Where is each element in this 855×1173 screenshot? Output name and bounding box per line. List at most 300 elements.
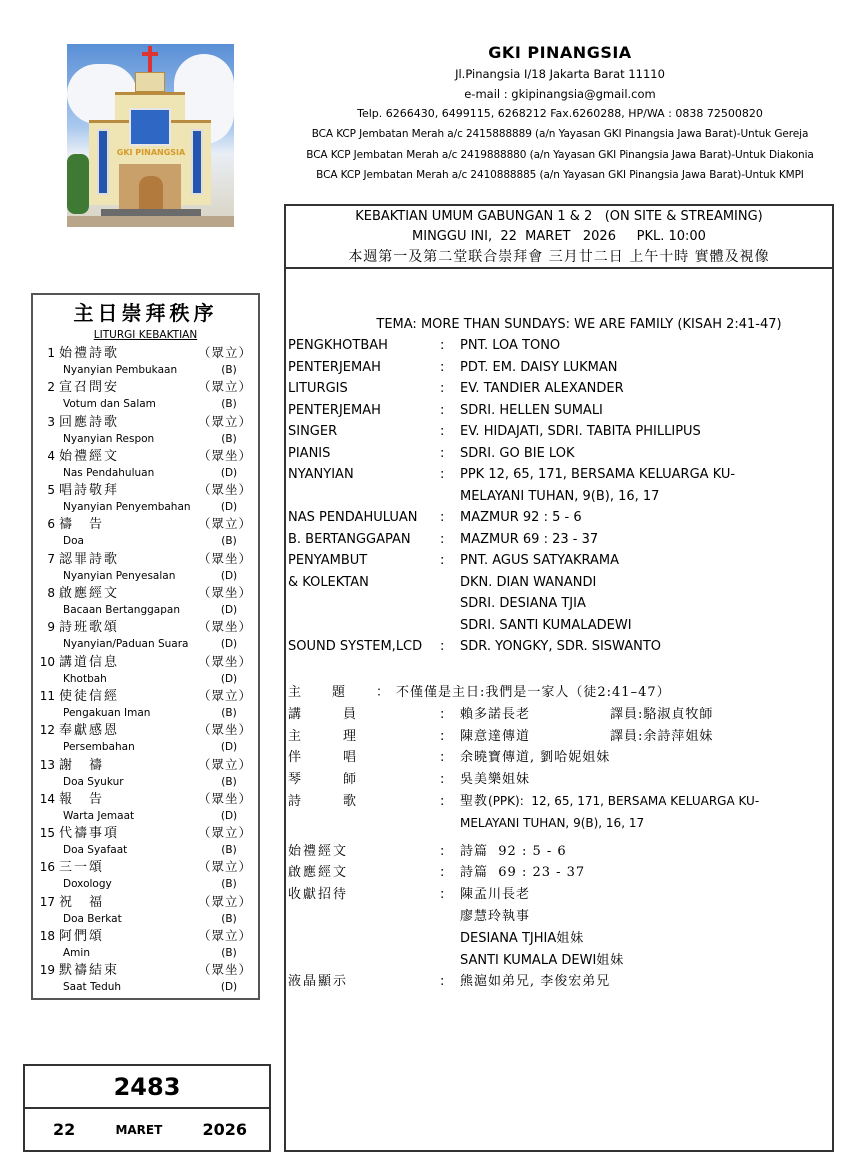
liturgy-item	[39, 447, 252, 481]
liturgy-item-zh-row	[39, 721, 252, 739]
zh-theme-value: 不僅僅是主日:我們是一家人（徒2:41–47）	[396, 685, 671, 700]
roster-role: B. BERTANGGAPAN	[288, 531, 411, 547]
label-char: 題	[332, 685, 346, 700]
tree	[67, 154, 89, 214]
zh-songs-row	[288, 791, 828, 813]
liturgy-item-number: 19	[39, 963, 55, 978]
liturgy-item-code: (D)	[220, 569, 238, 582]
zh-name: 吳美樂姐妹	[460, 772, 531, 788]
zh-label	[288, 747, 440, 769]
roster-row	[288, 636, 828, 658]
zh-label: 始禮經文	[288, 843, 349, 859]
door	[139, 176, 163, 209]
zh-roster-value	[460, 704, 828, 726]
liturgy-item-zh-row	[39, 790, 252, 808]
liturgy-item-number: 5	[47, 483, 55, 498]
zh-theme-label	[288, 682, 376, 704]
usher-name-zh: 姐妹	[596, 952, 625, 968]
colon: :	[440, 750, 445, 766]
zh-label	[288, 769, 440, 791]
bank-line: BCA KCP Jembatan Merah a/c 2415888889 (a/n Yayasan GKI Pinangsia Jawa Barat)-Untuk Gereja	[311, 128, 809, 140]
service-heading	[286, 206, 832, 269]
liturgy-item-id-row	[39, 774, 252, 790]
liturgy-item	[39, 721, 252, 755]
roster-row	[288, 507, 828, 529]
liturgy-item	[39, 550, 252, 584]
liturgy-item-id: Amin	[63, 947, 90, 960]
cross-icon	[148, 46, 152, 72]
service-title-zh: 本週第一及第二堂联合崇拜會 三月廿二日 上午十時 實體及視像	[348, 249, 770, 265]
usher-name-latin: SANTI KUMALA DEWI	[460, 952, 597, 968]
liturgy-item-id-row	[39, 568, 252, 584]
liturgy-item-id: Nyanyian Penyesalan	[63, 569, 176, 582]
roster-row	[288, 529, 828, 551]
liturgy-item-number: 6	[47, 517, 55, 532]
liturgy-item-code: (B)	[221, 912, 237, 925]
liturgy-item-posture: （眾坐）	[197, 585, 252, 601]
zh-label: 啟應經文	[288, 865, 349, 881]
liturgy-item-id: Doa Berkat	[63, 912, 122, 925]
liturgy-item-zh-row	[39, 515, 252, 533]
liturgy-item-zh: 始禮詩歌	[59, 346, 120, 361]
liturgy-item-posture: （眾立）	[197, 859, 252, 875]
liturgy-item-posture: （眾坐）	[197, 550, 252, 566]
liturgy-item-id: Nyanyian Pembukaan	[63, 364, 178, 376]
liturgy-item-zh-row	[39, 584, 252, 602]
zh-translator: 譯員:余詩萍姐妹	[610, 728, 714, 744]
liturgy-item-id-row	[39, 671, 252, 687]
liturgy-item-id: Persembahan	[63, 741, 135, 754]
liturgy-item-posture: （眾坐）	[197, 962, 252, 978]
zh-reading-value: 詩篇 69 : 23 - 37	[460, 865, 586, 881]
zh-roster-value	[460, 747, 828, 769]
songs-prefix: 聖教	[460, 793, 489, 809]
liturgy-item-code: (B)	[221, 364, 237, 376]
issue-number: 2483	[25, 1066, 269, 1109]
church-photo	[67, 44, 234, 227]
liturgy-item-id: Bacaan Bertanggapan	[63, 604, 180, 617]
liturgy-item-code: (B)	[221, 432, 237, 445]
liturgy-item-number: 17	[39, 894, 55, 909]
zh-reading-value: 陳孟川長老	[460, 887, 531, 903]
liturgy-item	[39, 927, 252, 961]
service-box	[284, 204, 834, 1152]
liturgy-item-code: (D)	[220, 501, 238, 514]
liturgy-item-code: (D)	[220, 604, 238, 617]
roster-name: SDRI. DESIANA TJIA	[460, 596, 586, 611]
liturgy-item-posture: （眾立）	[197, 413, 252, 429]
liturgy-item-zh-row	[39, 653, 252, 671]
org-name: GKI PINANGSIA	[488, 43, 632, 62]
colon: :	[440, 639, 445, 654]
zh-label: 收獻招待	[288, 887, 349, 903]
bank-line: BCA KCP Jembatan Merah a/c 2419888880 (a/n Yayasan GKI Pinangsia Jawa Barat)-Untuk Diakonia	[306, 148, 814, 161]
colon: :	[440, 887, 445, 903]
liturgy-item	[39, 653, 252, 687]
service-date: MINGGU INI, 22 MARET 2026 PKL. 10:00	[412, 229, 706, 244]
liturgy-item	[39, 687, 252, 721]
liturgy-item-zh-row	[39, 344, 252, 362]
colon: :	[440, 445, 445, 461]
liturgy-item-code: (B)	[221, 775, 237, 788]
roster-role: PENTERJEMAH	[288, 359, 381, 375]
liturgy-item-zh: 阿們頌	[59, 929, 105, 945]
liturgy-item-code: (B)	[221, 706, 237, 719]
liturgy-item-posture: （眾立）	[197, 345, 252, 360]
liturgy-item-id: Nyanyian Respon	[63, 432, 155, 445]
colon: :	[440, 381, 445, 396]
liturgy-item	[39, 515, 252, 549]
liturgy-item	[39, 893, 252, 927]
liturgy-item-zh-row	[39, 824, 252, 842]
phone: Telp. 6266430, 6499115, 6268212 Fax.6260288, HP/WA : 0838 72500820	[357, 107, 763, 120]
liturgy-item-code: (B)	[221, 398, 237, 411]
issue-day: 22	[53, 1120, 76, 1139]
liturgy-item-id: Votum dan Salam	[63, 398, 156, 411]
liturgy-item-zh-row	[39, 378, 252, 396]
zh-label	[288, 704, 440, 726]
liturgy-item-zh-row	[39, 961, 252, 979]
liturgy-item-id-row	[39, 499, 252, 515]
liturgy-item-zh-row	[39, 756, 252, 774]
liturgy-item-id-row	[39, 979, 252, 995]
zh-label	[288, 791, 440, 813]
side-window	[191, 129, 203, 195]
liturgy-item-number: 4	[47, 448, 55, 463]
roster-role	[288, 486, 440, 508]
liturgy-item-zh: 代禱事項	[59, 826, 120, 842]
liturgy-item-id: Nyanyian Penyembahan	[63, 501, 191, 514]
zh-reading-row	[288, 841, 828, 863]
issue-box	[23, 1064, 271, 1152]
roster-row	[288, 615, 828, 637]
liturgy-item-id-row	[39, 842, 252, 858]
colon	[440, 593, 460, 615]
roster-name: PDT. EM. DAISY LUKMAN	[460, 359, 618, 375]
label-char: 琴	[288, 772, 302, 788]
liturgy-item-id-row	[39, 876, 252, 892]
zh-roster-row	[288, 769, 828, 791]
roster-row	[288, 572, 828, 594]
label-char: 師	[343, 772, 357, 788]
zh-reading-row	[288, 862, 828, 884]
liturgy-item-code: (B)	[221, 947, 237, 960]
colon: ：	[376, 685, 390, 700]
liturgy-item-number: 12	[39, 723, 55, 738]
colon: :	[440, 865, 445, 881]
liturgy-item-posture: （眾立）	[197, 928, 252, 944]
liturgy-item-posture: （眾立）	[197, 756, 252, 772]
liturgy-item-zh: 認罪詩歌	[59, 551, 120, 567]
roster-name: SDRI. HELLEN SUMALI	[460, 402, 603, 418]
roster-name: SDRI. SANTI KUMALADEWI	[460, 617, 632, 633]
colon: :	[440, 728, 445, 744]
zh-usher-row	[288, 906, 828, 928]
liturgy-item-posture: （眾坐）	[197, 482, 252, 498]
liturgy-item	[39, 618, 252, 652]
colon: :	[440, 531, 445, 547]
label-char: 主	[288, 685, 302, 700]
liturgy-item-number: 7	[47, 551, 55, 566]
liturgy-item-id-row	[39, 602, 252, 618]
roster-row	[288, 486, 828, 508]
liturgy-subtitle: LITURGI KEBAKTIAN	[93, 329, 198, 341]
liturgy-item-code: (B)	[221, 535, 237, 548]
label-char: 員	[343, 706, 357, 722]
liturgy-item-code: (D)	[220, 466, 238, 479]
roster-name: DKN. DIAN WANANDI	[460, 574, 597, 590]
roster-role: NYANYIAN	[288, 467, 354, 482]
roster-role: PIANIS	[288, 445, 331, 461]
roster-row	[288, 443, 828, 465]
roster-row	[288, 550, 828, 572]
zh-label	[288, 726, 440, 748]
liturgy-item	[39, 756, 252, 790]
liturgy-item-zh-row	[39, 447, 252, 465]
liturgy-item-number: 1	[47, 346, 55, 360]
roster-role: SINGER	[288, 424, 338, 439]
liturgy-item-zh-row	[39, 481, 252, 499]
liturgy-item-id: Nas Pendahuluan	[63, 466, 155, 479]
zh-lcd-row	[288, 971, 828, 993]
liturgy-item	[39, 481, 252, 515]
roster-name: MELAYANI TUHAN, 9(B), 16, 17	[460, 488, 660, 504]
liturgy-item-zh: 始禮經文	[59, 448, 120, 464]
issue-date	[25, 1109, 269, 1150]
zh-name: 賴多諾長老	[460, 706, 531, 722]
service-title: KEBAKTIAN UMUM GABUNGAN 1 & 2 (ON SITE & STREAMING)	[355, 209, 763, 224]
liturgy-item-zh: 祝 福	[59, 894, 105, 910]
liturgy-item-id: Nyanyian/Paduan Suara	[63, 638, 189, 651]
liturgy-item-zh: 謝 禱	[59, 757, 105, 773]
liturgy-item-zh-row	[39, 927, 252, 945]
colon: :	[440, 706, 445, 722]
cross-icon	[142, 52, 158, 56]
label-char: 講	[288, 706, 302, 722]
liturgy-item-posture: （眾立）	[197, 687, 252, 703]
roster-role	[288, 593, 440, 615]
liturgy-item-posture: （眾立）	[197, 379, 252, 395]
ground	[67, 216, 234, 227]
roster-name: PNT. LOA TONO	[460, 338, 561, 353]
liturgy-item-posture: （眾坐）	[197, 619, 252, 635]
zh-label: 液晶顯示	[288, 974, 349, 990]
roster-name: EV. HIDAJATI, SDRI. TABITA PHILLIPUS	[460, 424, 701, 439]
roster-name: MAZMUR 69 : 23 - 37	[460, 531, 599, 547]
zh-readings	[288, 841, 828, 906]
roster-name: MAZMUR 92 : 5 - 6	[460, 510, 582, 525]
roster-role	[288, 615, 440, 637]
roster-role: NAS PENDAHULUAN	[288, 510, 418, 525]
address: Jl.Pinangsia I/18 Jakarta Barat 11110	[455, 67, 665, 81]
label-char: 伴	[288, 750, 302, 766]
roster-name: PPK 12, 65, 171, BERSAMA KELUARGA KU-	[460, 467, 736, 482]
liturgy-item-id-row	[39, 739, 252, 755]
zh-roster-row	[288, 747, 828, 769]
liturgy-item-posture: （眾坐）	[197, 653, 252, 669]
liturgy-item-posture: （眾坐）	[197, 447, 252, 463]
liturgy-item-code: (D)	[220, 672, 238, 685]
liturgy-item-id-row	[39, 705, 252, 721]
colon	[440, 572, 460, 594]
liturgy-item-id: Doxology	[63, 878, 112, 891]
liturgy-item-number: 10	[39, 654, 55, 669]
zh-songs-value	[460, 791, 828, 813]
church-sign: GKI PINANGSIA	[116, 148, 186, 157]
colon: :	[440, 843, 445, 859]
liturgy-item-number: 2	[47, 380, 55, 395]
liturgy-item-zh-row	[39, 413, 252, 431]
liturgy-item-number: 18	[39, 929, 55, 944]
issue-month: MARET	[115, 1122, 163, 1137]
zh-roster-rows	[288, 704, 828, 791]
zh-usher-row	[288, 950, 828, 972]
liturgy-item	[39, 961, 252, 995]
zh-lcd-value: 熊滬如弟兄, 李俊宏弟兄	[460, 974, 611, 990]
roster-list	[288, 335, 828, 658]
roster-role: LITURGIS	[288, 381, 348, 396]
liturgy-item-code: (D)	[220, 981, 238, 994]
theme: TEMA: MORE THAN SUNDAYS: WE ARE FAMILY (KISAH 2:41-47)	[376, 317, 782, 332]
roster-row	[288, 357, 828, 379]
zh-reading-row	[288, 884, 828, 906]
liturgy-item-zh-row	[39, 550, 252, 568]
liturgy-item-number: 13	[39, 757, 55, 772]
liturgy-title: 主日崇拜秩序	[73, 301, 218, 325]
liturgy-item	[39, 378, 252, 412]
usher-name-zh: 廖慧玲執事	[460, 908, 531, 924]
church-header	[284, 42, 836, 186]
liturgy-item-id: Doa Syafaat	[63, 844, 128, 857]
liturgy-item-zh: 報 告	[59, 791, 105, 807]
liturgy-item-zh: 詩班歌頌	[59, 620, 120, 636]
zh-roster-row	[288, 726, 828, 748]
liturgy-item-posture: （眾坐）	[197, 790, 252, 806]
roster-name: SDR. YONGKY, SDR. SISWANTO	[460, 639, 661, 654]
liturgy-item-zh: 使徒信經	[59, 688, 120, 704]
liturgy-item-id: Khotbah	[63, 672, 107, 685]
zh-roster-value	[460, 769, 828, 791]
roster-row	[288, 464, 828, 486]
colon: :	[440, 402, 445, 418]
liturgy-item-id-row	[39, 396, 252, 412]
liturgy-item-id-row	[39, 362, 252, 378]
liturgy-item-zh: 宣召問安	[59, 380, 120, 396]
liturgy-item-zh: 啟應經文	[59, 586, 120, 602]
liturgy-item-posture: （眾立）	[197, 516, 252, 532]
liturgy-item-id: Doa	[63, 535, 84, 548]
liturgy-item-id: Saat Teduh	[63, 981, 122, 994]
liturgy-item-id-row	[39, 431, 252, 447]
roster-row	[288, 421, 828, 443]
liturgy-item-id-row	[39, 808, 252, 824]
roster-row	[288, 593, 828, 615]
main-window	[129, 108, 171, 146]
liturgy-item	[39, 824, 252, 858]
roster-name: SDRI. GO BIE LOK	[460, 445, 575, 461]
usher-name-latin: DESIANA TJHIA	[460, 930, 557, 946]
zh-name: 陳意達傳道	[460, 728, 531, 744]
label-char: 唱	[343, 750, 357, 766]
colon: :	[440, 793, 445, 809]
liturgy-item-id-row	[39, 945, 252, 961]
liturgy-item-id: Pengakuan Iman	[63, 706, 151, 719]
zh-roster-value	[460, 726, 828, 748]
zh-translator: 譯員:駱淑貞牧師	[610, 706, 714, 722]
colon: :	[440, 510, 445, 525]
liturgy-item-number: 8	[47, 586, 55, 601]
liturgy-item-number: 9	[47, 620, 55, 635]
liturgy-item-number: 3	[47, 414, 55, 429]
colon	[440, 615, 460, 637]
liturgy-box	[31, 293, 260, 1000]
liturgy-item-number: 11	[39, 688, 55, 703]
liturgy-item	[39, 413, 252, 447]
liturgy-item-zh: 回應詩歌	[59, 414, 120, 430]
liturgy-item	[39, 584, 252, 618]
liturgy-item-posture: （眾立）	[197, 893, 252, 909]
liturgy-item-zh-row	[39, 618, 252, 636]
roster-role: & KOLEKTAN	[288, 574, 369, 590]
colon: :	[440, 424, 445, 439]
liturgy-item-id: Warta Jemaat	[63, 809, 135, 822]
liturgy-item-zh: 三一頌	[59, 860, 105, 876]
liturgy-item-zh: 奉獻感恩	[59, 723, 120, 739]
liturgy-item	[39, 344, 252, 378]
liturgy-item-id-row	[39, 465, 252, 481]
label-char: 主	[288, 728, 302, 744]
roster-row	[288, 378, 828, 400]
zh-reading-value: 詩篇 92 : 5 - 6	[460, 843, 567, 859]
liturgy-item-zh-row	[39, 858, 252, 876]
bank-line: BCA KCP Jembatan Merah a/c 2410888885 (a/n Yayasan GKI Pinangsia Jawa Barat)-Untuk KMPI	[316, 169, 804, 181]
bell-tower	[135, 72, 165, 92]
liturgy-item-number: 15	[39, 826, 55, 841]
label-char: 詩	[288, 793, 302, 809]
colon: :	[440, 553, 445, 568]
label-char: 理	[343, 728, 357, 744]
side-window	[97, 129, 109, 195]
liturgy-item	[39, 790, 252, 824]
songs-list: (PPK): 12, 65, 171, BERSAMA KELUARGA KU-	[488, 793, 760, 808]
zh-roster-row	[288, 704, 828, 726]
liturgy-item-code: (D)	[220, 809, 238, 822]
liturgy-item-code: (B)	[221, 844, 237, 857]
colon: :	[440, 359, 445, 375]
liturgy-item-zh-row	[39, 893, 252, 911]
liturgy-item-code: (D)	[220, 638, 238, 651]
liturgy-list	[39, 344, 252, 996]
liturgy-item-code: (D)	[220, 741, 238, 754]
liturgy-item-number: 14	[39, 791, 55, 806]
roster-role: PENGKHOTBAH	[288, 338, 388, 353]
colon: :	[440, 772, 445, 788]
colon: :	[440, 338, 445, 353]
roster-name: PNT. AGUS SATYAKRAMA	[460, 553, 620, 568]
liturgy-item-code: (B)	[221, 878, 237, 891]
issue-year: 2026	[202, 1120, 247, 1139]
roster-role: PENTERJEMAH	[288, 402, 381, 418]
liturgy-item-zh: 唱詩敬拜	[59, 483, 120, 499]
liturgy-item-zh: 默禱結束	[59, 963, 120, 979]
liturgy-item-zh-row	[39, 687, 252, 705]
zh-name: 余曉寶傳道, 劉哈妮姐妹	[460, 750, 611, 766]
zh-ushers	[288, 906, 828, 971]
liturgy-item-id-row	[39, 911, 252, 927]
zh-usher-row	[288, 928, 828, 950]
roster-row	[288, 400, 828, 422]
roster-role: SOUND SYSTEM,LCD	[288, 639, 423, 654]
